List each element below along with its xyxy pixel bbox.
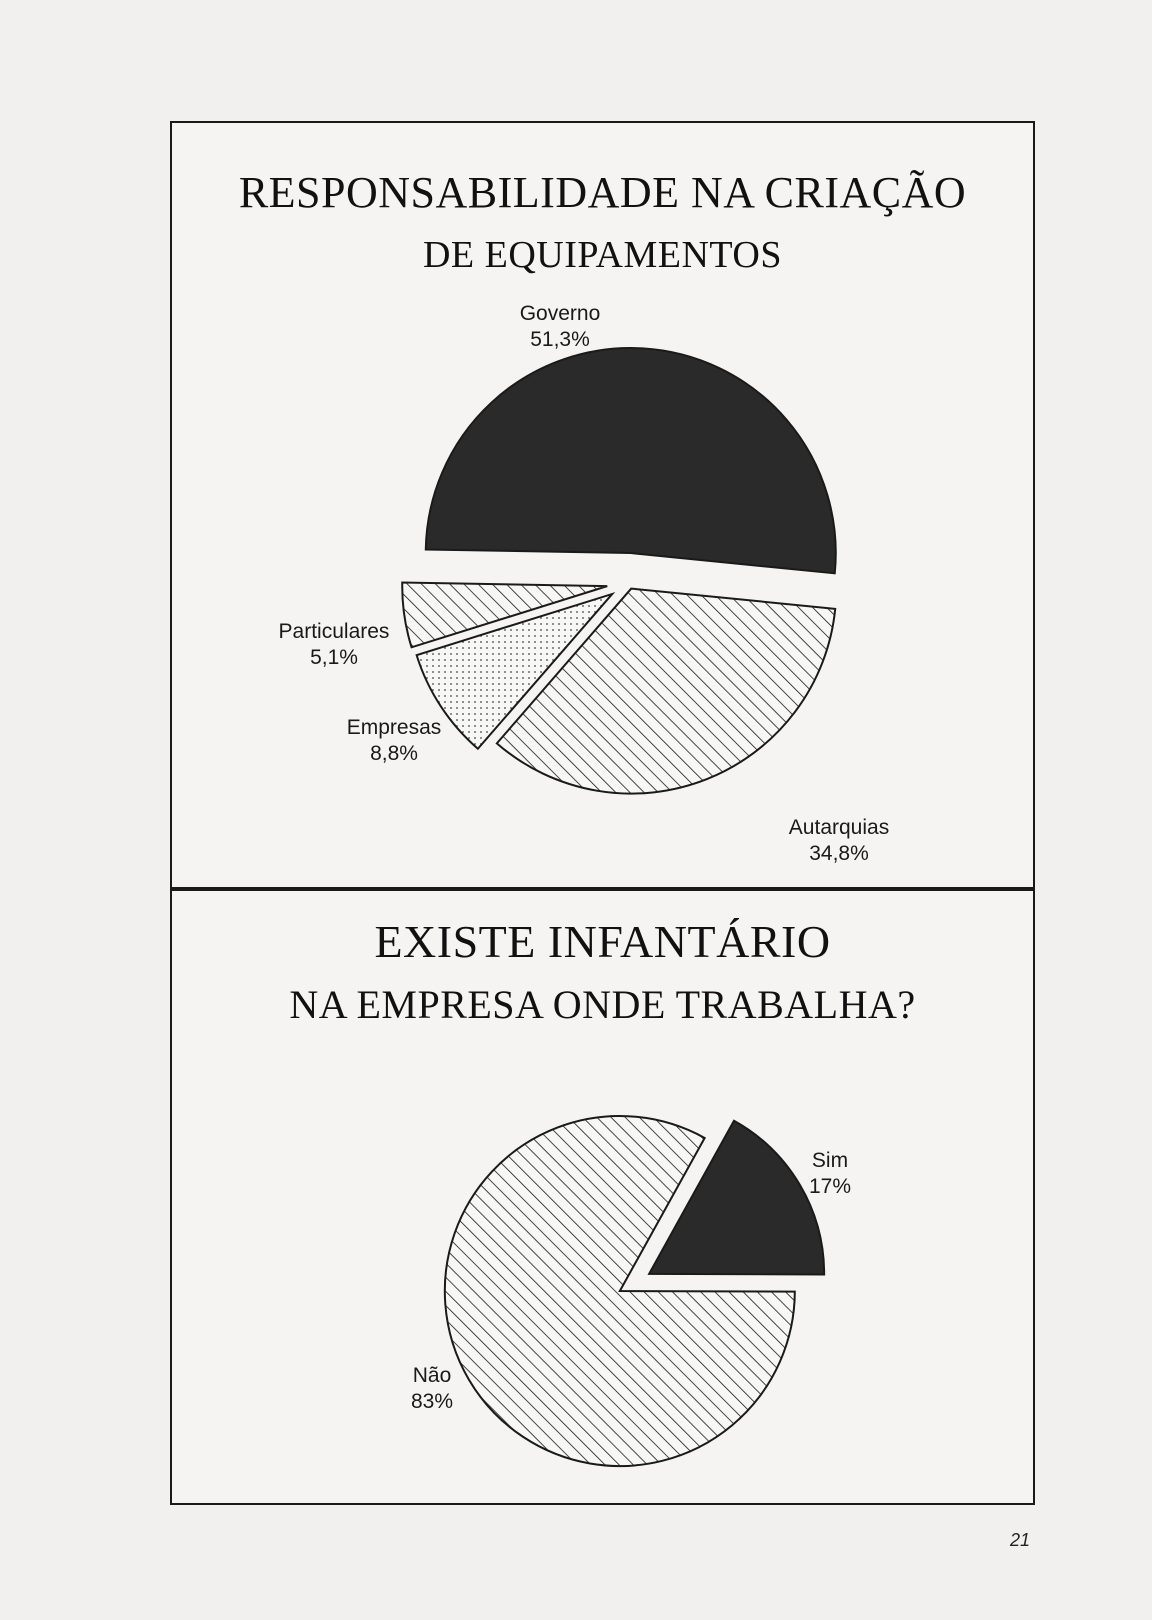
- chart-subtitle: NA EMPRESA ONDE TRABALHA?: [289, 982, 916, 1027]
- slice-value-não: 83%: [410, 1390, 454, 1413]
- pie-slice-governo: [426, 302, 836, 573]
- slice-value-sim: 17%: [808, 1175, 852, 1198]
- slice-label-particulares: Particulares: [278, 620, 390, 643]
- slice-value-autarquias: 34,8%: [809, 842, 869, 865]
- page-number: 21: [1010, 1530, 1031, 1550]
- slice-shape-governo: [426, 348, 836, 573]
- pie-chart-equipamentos: [172, 123, 1033, 887]
- slice-label-não: Não: [412, 1364, 452, 1387]
- slice-label-autarquias: Autarquias: [788, 816, 890, 839]
- chart-title: EXISTE INFANTÁRIO: [374, 916, 831, 967]
- pie-chart-infantario: [172, 891, 1033, 1503]
- slice-value-governo: 51,3%: [530, 328, 590, 351]
- slice-value-empresas: 8,8%: [370, 742, 418, 765]
- chart-subtitle: DE EQUIPAMENTOS: [422, 234, 783, 276]
- chart-panel-infantario: [170, 889, 1035, 1505]
- slice-label-empresas: Empresas: [346, 716, 442, 739]
- chart-panel-equipamentos: [170, 121, 1035, 889]
- slice-value-particulares: 5,1%: [310, 646, 358, 669]
- chart-title: RESPONSABILIDADE NA CRIAÇÃO: [238, 168, 967, 217]
- slice-label-sim: Sim: [811, 1149, 849, 1172]
- slice-label-governo: Governo: [519, 302, 601, 325]
